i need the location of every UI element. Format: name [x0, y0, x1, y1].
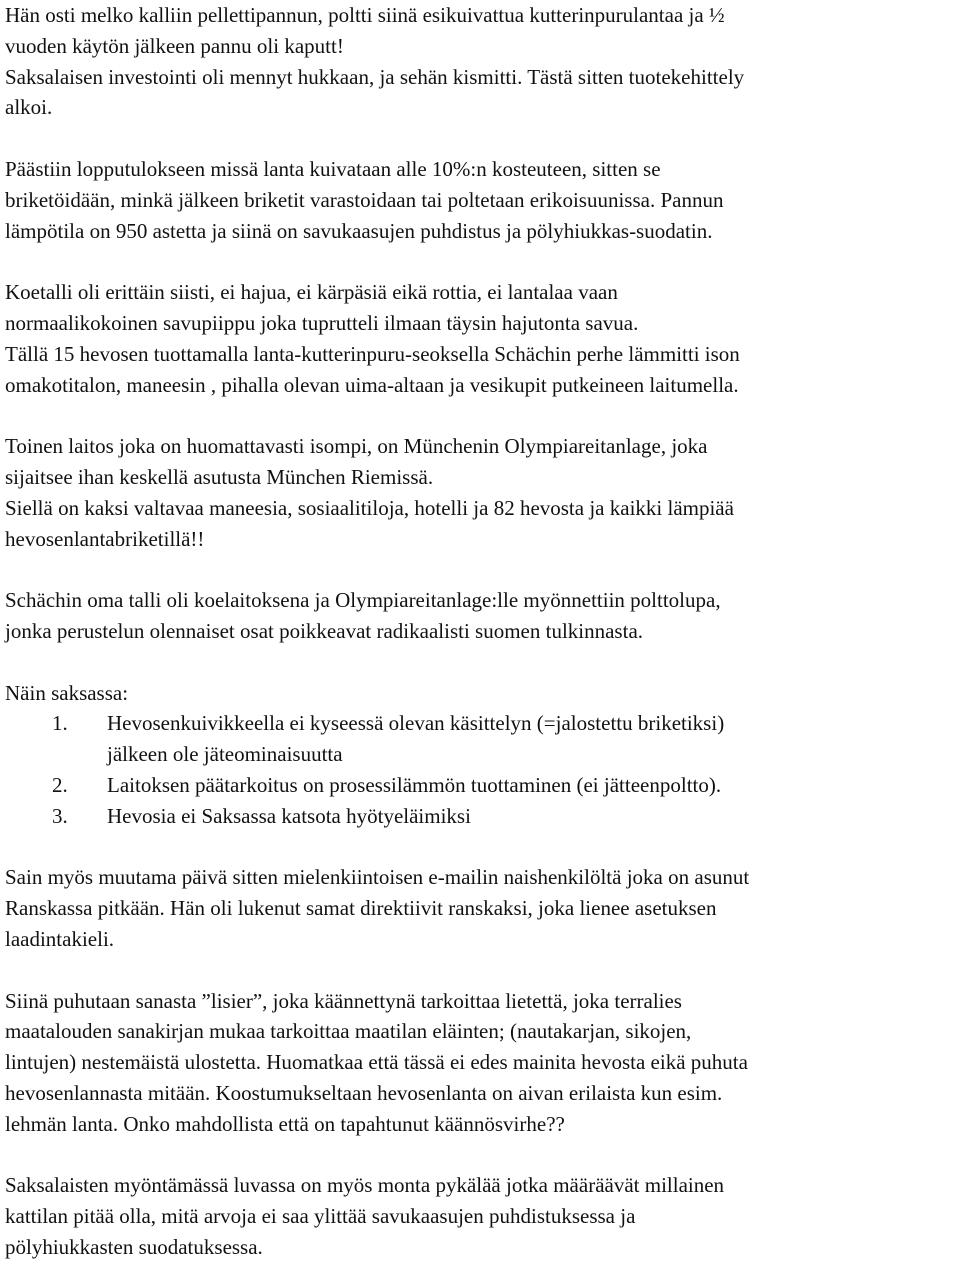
paragraph-german-permit: [5, 1170, 960, 1262]
text-line: briketöidään, minkä jälkeen briketit varastoidaan tai poltetaan erikoisuunissa. Pannun: [5, 187, 724, 212]
paragraph-pellet-burner: [5, 0, 960, 123]
text-line: Koetalli oli erittäin siisti, ei hajua, ei kärpäsiä eikä rottia, ei lantalaa vaan: [5, 280, 618, 305]
text-line: vuoden käytön jälkeen pannu oli kaputt!: [5, 33, 344, 58]
text-line: lintujen) nestemäistä ulostetta. Huomatkaa että tässä ei edes mainita hevosta eikä puhuta: [5, 1050, 748, 1075]
text-line: lehmän lanta. Onko mahdollista että on tapahtunut käännösvirhe??: [5, 1111, 565, 1136]
paragraph-spacer: [5, 123, 960, 154]
paragraph-email: [5, 862, 960, 954]
text-line: kattilan pitää olla, mitä arvoja ei saa ylittää savukaasujen puhdistuksessa ja: [5, 1204, 636, 1229]
text-line: Päästiin lopputulokseen missä lanta kuivataan alle 10%:n kosteuteen, sitten se: [5, 156, 661, 181]
list-item: [5, 770, 960, 801]
list-item-text: Laitoksen päätarkoitus on prosessilämmön tuottaminen (ei jätteenpoltto).: [107, 772, 722, 797]
list-item-text: Hevosenkuivikkeella ei kyseessä olevan käsittelyn (=jalostettu briketiksi): [107, 711, 725, 736]
text-line: Toinen laitos joka on huomattavasti isompi, on Münchenin Olympiareitanlage, joka: [5, 434, 708, 459]
list-item: [5, 801, 960, 832]
text-line: laadintakieli.: [5, 926, 115, 951]
text-line: sijaitsee ihan keskellä asutusta München Riemissä.: [5, 464, 434, 489]
paragraph-permit: [5, 585, 960, 647]
list-item: [5, 708, 960, 770]
list-item-text: jälkeen ole jäteominaisuutta: [107, 742, 343, 767]
paragraph-lisier: [5, 986, 960, 1140]
list-item-text: Hevosia ei Saksassa katsota hyötyeläimiksi: [107, 803, 471, 828]
text-line: maatalouden sanakirjan mukaa tarkoittaa maatilan eläinten; (nautakarjan, sikojen,: [5, 1019, 692, 1044]
text-line: lämpötila on 950 astetta ja siinä on savukaasujen puhdistus ja pölyhiukkas-suodatin.: [5, 218, 713, 243]
paragraph-spacer: [5, 400, 960, 431]
text-line: Sain myös muutama päivä sitten mielenkiintoisen e-mailin naishenkilöltä joka on asunut: [5, 865, 750, 890]
text-line: normaalikokoinen savupiippu joka tuprutteli ilmaan täysin hajutonta savua.: [5, 310, 639, 335]
text-line: Hän osti melko kalliin pellettipannun, poltti siinä esikuivattua kutterinpurulantaa ja ½: [5, 3, 725, 27]
text-line: Tällä 15 hevosen tuottamalla lanta-kutterinpuru-seoksella Schächin perhe lämmitti ison: [5, 341, 740, 366]
text-line: jonka perustelun olennaiset osat poikkeavat radikaalisti suomen tulkinnasta.: [5, 618, 644, 643]
text-line: hevosenlantabriketillä!!: [5, 526, 205, 551]
text-line: omakotitalon, maneesin , pihalla olevan uima-altaan ja vesikupit putkeineen laitumella.: [5, 372, 739, 397]
text-line: alkoi.: [5, 95, 53, 120]
numbered-list: [5, 678, 960, 832]
paragraph-munich-facility: [5, 431, 960, 554]
paragraph-spacer: [5, 246, 960, 277]
list-item-number: 3.: [52, 803, 68, 828]
paragraph-test-stable: [5, 277, 960, 400]
paragraph-spacer: [5, 647, 960, 678]
text-line: Siinä puhutaan sanasta ”lisier”, joka käännettynä tarkoittaa lietettä, joka terralies: [5, 988, 682, 1013]
text-line: hevosenlannasta mitään. Koostumukseltaan hevosenlanta on aivan erilaista kun esim.: [5, 1080, 723, 1105]
document-page: [5, 0, 960, 1263]
text-line: pölyhiukkasten suodatuksessa.: [5, 1234, 263, 1259]
text-line: Siellä on kaksi valtavaa maneesia, sosiaalitiloja, hotelli ja 82 hevosta ja kaikki lämpiää: [5, 495, 734, 520]
list-item-number: 2.: [52, 772, 68, 797]
list-intro: Näin saksassa:: [5, 680, 129, 705]
paragraph-spacer: [5, 554, 960, 585]
text-line: Schächin oma talli oli koelaitoksena ja Olympiareitanlage:lle myönnettiin polttolupa,: [5, 588, 721, 613]
paragraph-spacer: [5, 832, 960, 863]
paragraph-spacer: [5, 1139, 960, 1170]
paragraph-drying-process: [5, 154, 960, 246]
text-line: Saksalaisten myöntämässä luvassa on myös monta pykälää jotka määräävät millainen: [5, 1173, 725, 1198]
text-line: Saksalaisen investointi oli mennyt hukkaan, ja sehän kismitti. Tästä sitten tuotekehittely: [5, 64, 745, 89]
text-line: Ranskassa pitkään. Hän oli lukenut samat direktiivit ranskaksi, joka lienee asetuksen: [5, 896, 717, 921]
paragraph-spacer: [5, 955, 960, 986]
list-item-number: 1.: [52, 711, 68, 736]
